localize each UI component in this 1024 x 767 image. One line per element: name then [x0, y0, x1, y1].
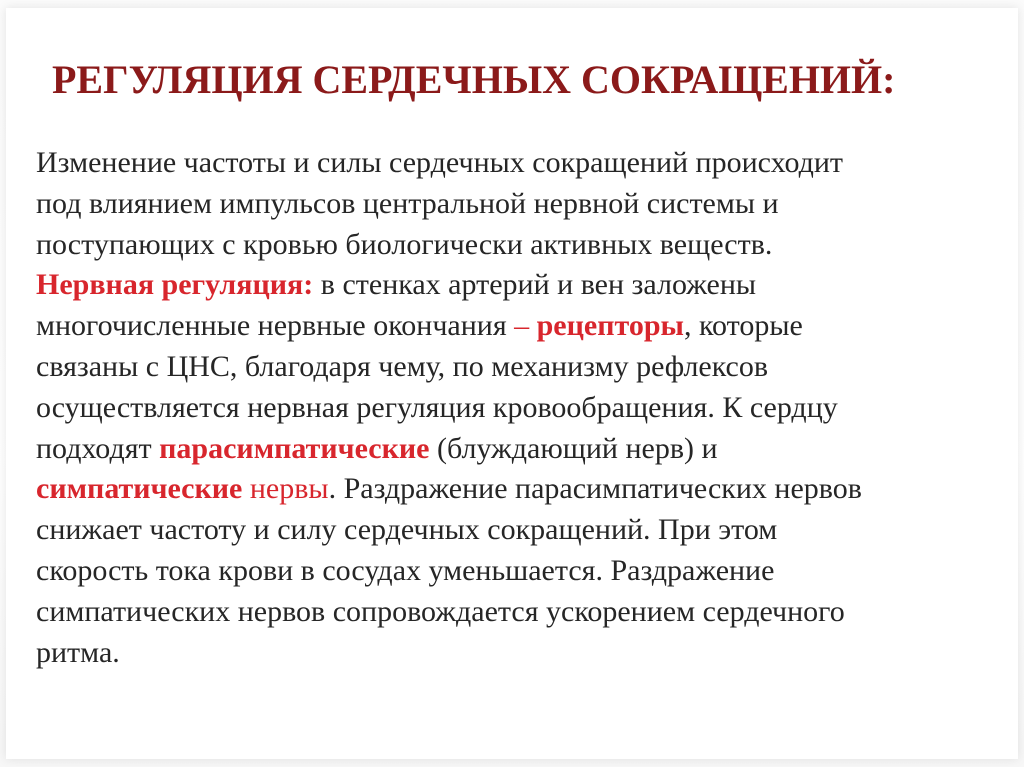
term-nervous-regulation: Нервная регуляция: — [36, 268, 314, 302]
body-line-10: снижает частоту и силу сердечных сокращений. При этом — [36, 513, 778, 547]
term-nerves: нервы — [249, 472, 329, 506]
body-line-5-pre: многочисленные нервные окончания — [36, 309, 515, 343]
body-line-9-space — [242, 472, 250, 505]
term-receptors: рецепторы — [536, 309, 684, 343]
body-line-7: осуществляется нервная регуляция кровообращения. К сердцу — [36, 390, 838, 424]
body-line-5-space — [529, 309, 537, 342]
body-line-4 — [36, 265, 996, 306]
body-line-13: ритма. — [36, 635, 120, 669]
body-line-5-rest: , которые — [683, 309, 803, 343]
body-line-5 — [36, 306, 996, 347]
slide-body — [36, 143, 996, 673]
slide-title: РЕГУЛЯЦИЯ СЕРДЕЧНЫХ СОКРАЩЕНИЙ: — [52, 57, 896, 102]
body-line-5-dash: – — [514, 309, 530, 343]
term-parasympathetic: парасимпатические — [159, 431, 430, 465]
term-sympathetic: симпатические — [36, 472, 243, 506]
body-line-8-pre: подходят — [36, 431, 160, 465]
body-line-4-rest: в стенках артерий и вен заложены — [313, 268, 757, 302]
body-line-3: поступающих с кровью биологически активных веществ. — [36, 227, 773, 261]
body-line-8 — [36, 429, 996, 470]
body-line-1: Изменение частоты и силы сердечных сокращений происходит — [36, 146, 844, 179]
body-line-2: под влиянием импульсов центральной нервной системы и — [36, 186, 779, 220]
body-line-8-rest: (блуждающий нерв) и — [429, 431, 718, 465]
body-line-9-rest: . Раздражение парасимпатических нервов — [328, 472, 862, 506]
body-line-12: симпатических нервов сопровождается ускорением сердечного — [36, 594, 845, 628]
body-line-9 — [36, 469, 996, 510]
body-line-11: скорость тока крови в сосудах уменьшается. Раздражение — [36, 553, 775, 587]
body-line-6: связаны с ЦНС, благодаря чему, по механизму рефлексов — [36, 349, 769, 383]
